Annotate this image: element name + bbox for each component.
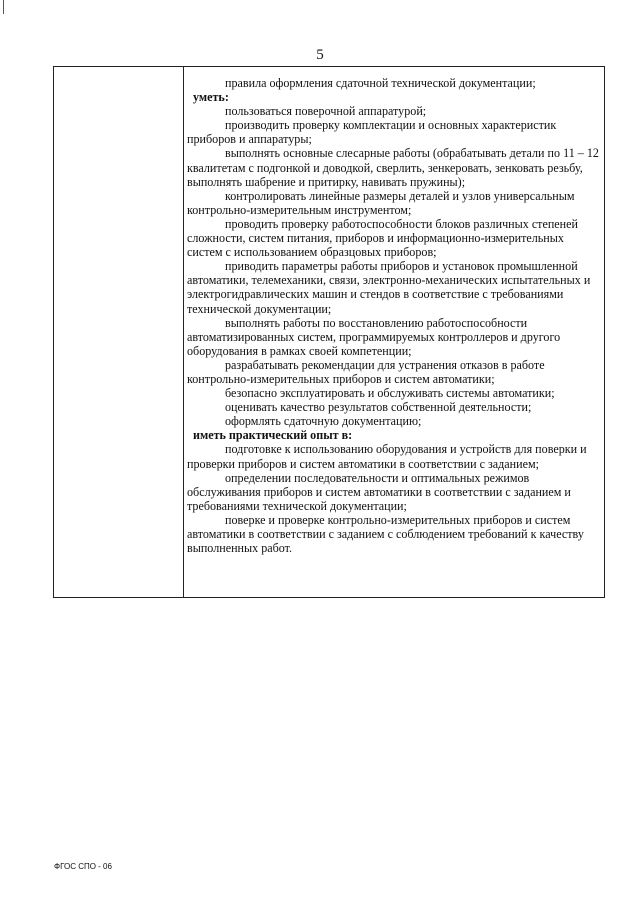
requirements-table	[53, 66, 605, 598]
list-item: выполнять работы по восстановлению работоспособности автоматизированных систем, программируемых контроллеров и другого оборудования в рамках своей компетенции;	[187, 315, 561, 358]
list-item: приводить параметры работы приборов и установок промышленной автоматики, телемеханики, связи, электронно-механических испытательных и электрогидравлических машин и стендов в соответствие с требованиями технической документации;	[187, 259, 591, 316]
list-item: определении последовательности и оптимальных режимов обслуживания приборов и систем автоматики в соответствии с заданием и требованиями технической документации;	[187, 470, 571, 513]
list-item: поверке и проверке контрольно-измерительных приборов и систем автоматики в соответствии с заданием с соблюдением требований к качеству выполненных работ.	[187, 512, 584, 556]
list-item: разрабатывать рекомендации для устранения отказов в работе контрольно-измерительных приборов и систем автоматики;	[187, 357, 545, 386]
list-item: контролировать линейные размеры деталей и узлов универсальным контрольно-измерительным инструментом;	[187, 188, 575, 217]
table-content-cell	[187, 76, 601, 555]
list-item: подготовке к использованию оборудования и устройств для поверки и проверки приборов и систем автоматики в соответствии с заданием;	[187, 442, 587, 471]
list-item: оформлять сдаточную документацию;	[225, 414, 422, 429]
scan-edge-mark	[3, 0, 4, 14]
section-heading: иметь практический опыт в:	[193, 428, 353, 443]
list-item: пользоваться поверочной аппаратурой;	[225, 104, 427, 119]
list-item: выполнять основные слесарные работы (обрабатывать детали по 11 – 12 квалитетам с подгонкой и доводкой, сверлить, зенкеровать, зенковать резьбу, выполнять шабрение и притирку, навивать пружины);	[187, 146, 599, 189]
list-item: производить проверку комплектации и основных характеристик приборов и аппаратуры;	[187, 118, 557, 147]
list-item: проводить проверку работоспособности блоков различных степеней сложности, систем питания, приборов и информационно-измерительных систем с использованием образцовых приборов;	[187, 216, 578, 260]
list-item: безопасно эксплуатировать и обслуживать системы автоматики;	[225, 386, 555, 401]
list-item: правила оформления сдаточной технической документации;	[225, 76, 536, 90]
footer-code: ФГОС СПО - 06	[54, 862, 112, 871]
table-left-cell	[54, 67, 184, 597]
page-number: 5	[316, 47, 324, 63]
section-heading: уметь:	[193, 90, 229, 105]
list-item: оценивать качество результатов собственной деятельности;	[225, 400, 532, 415]
